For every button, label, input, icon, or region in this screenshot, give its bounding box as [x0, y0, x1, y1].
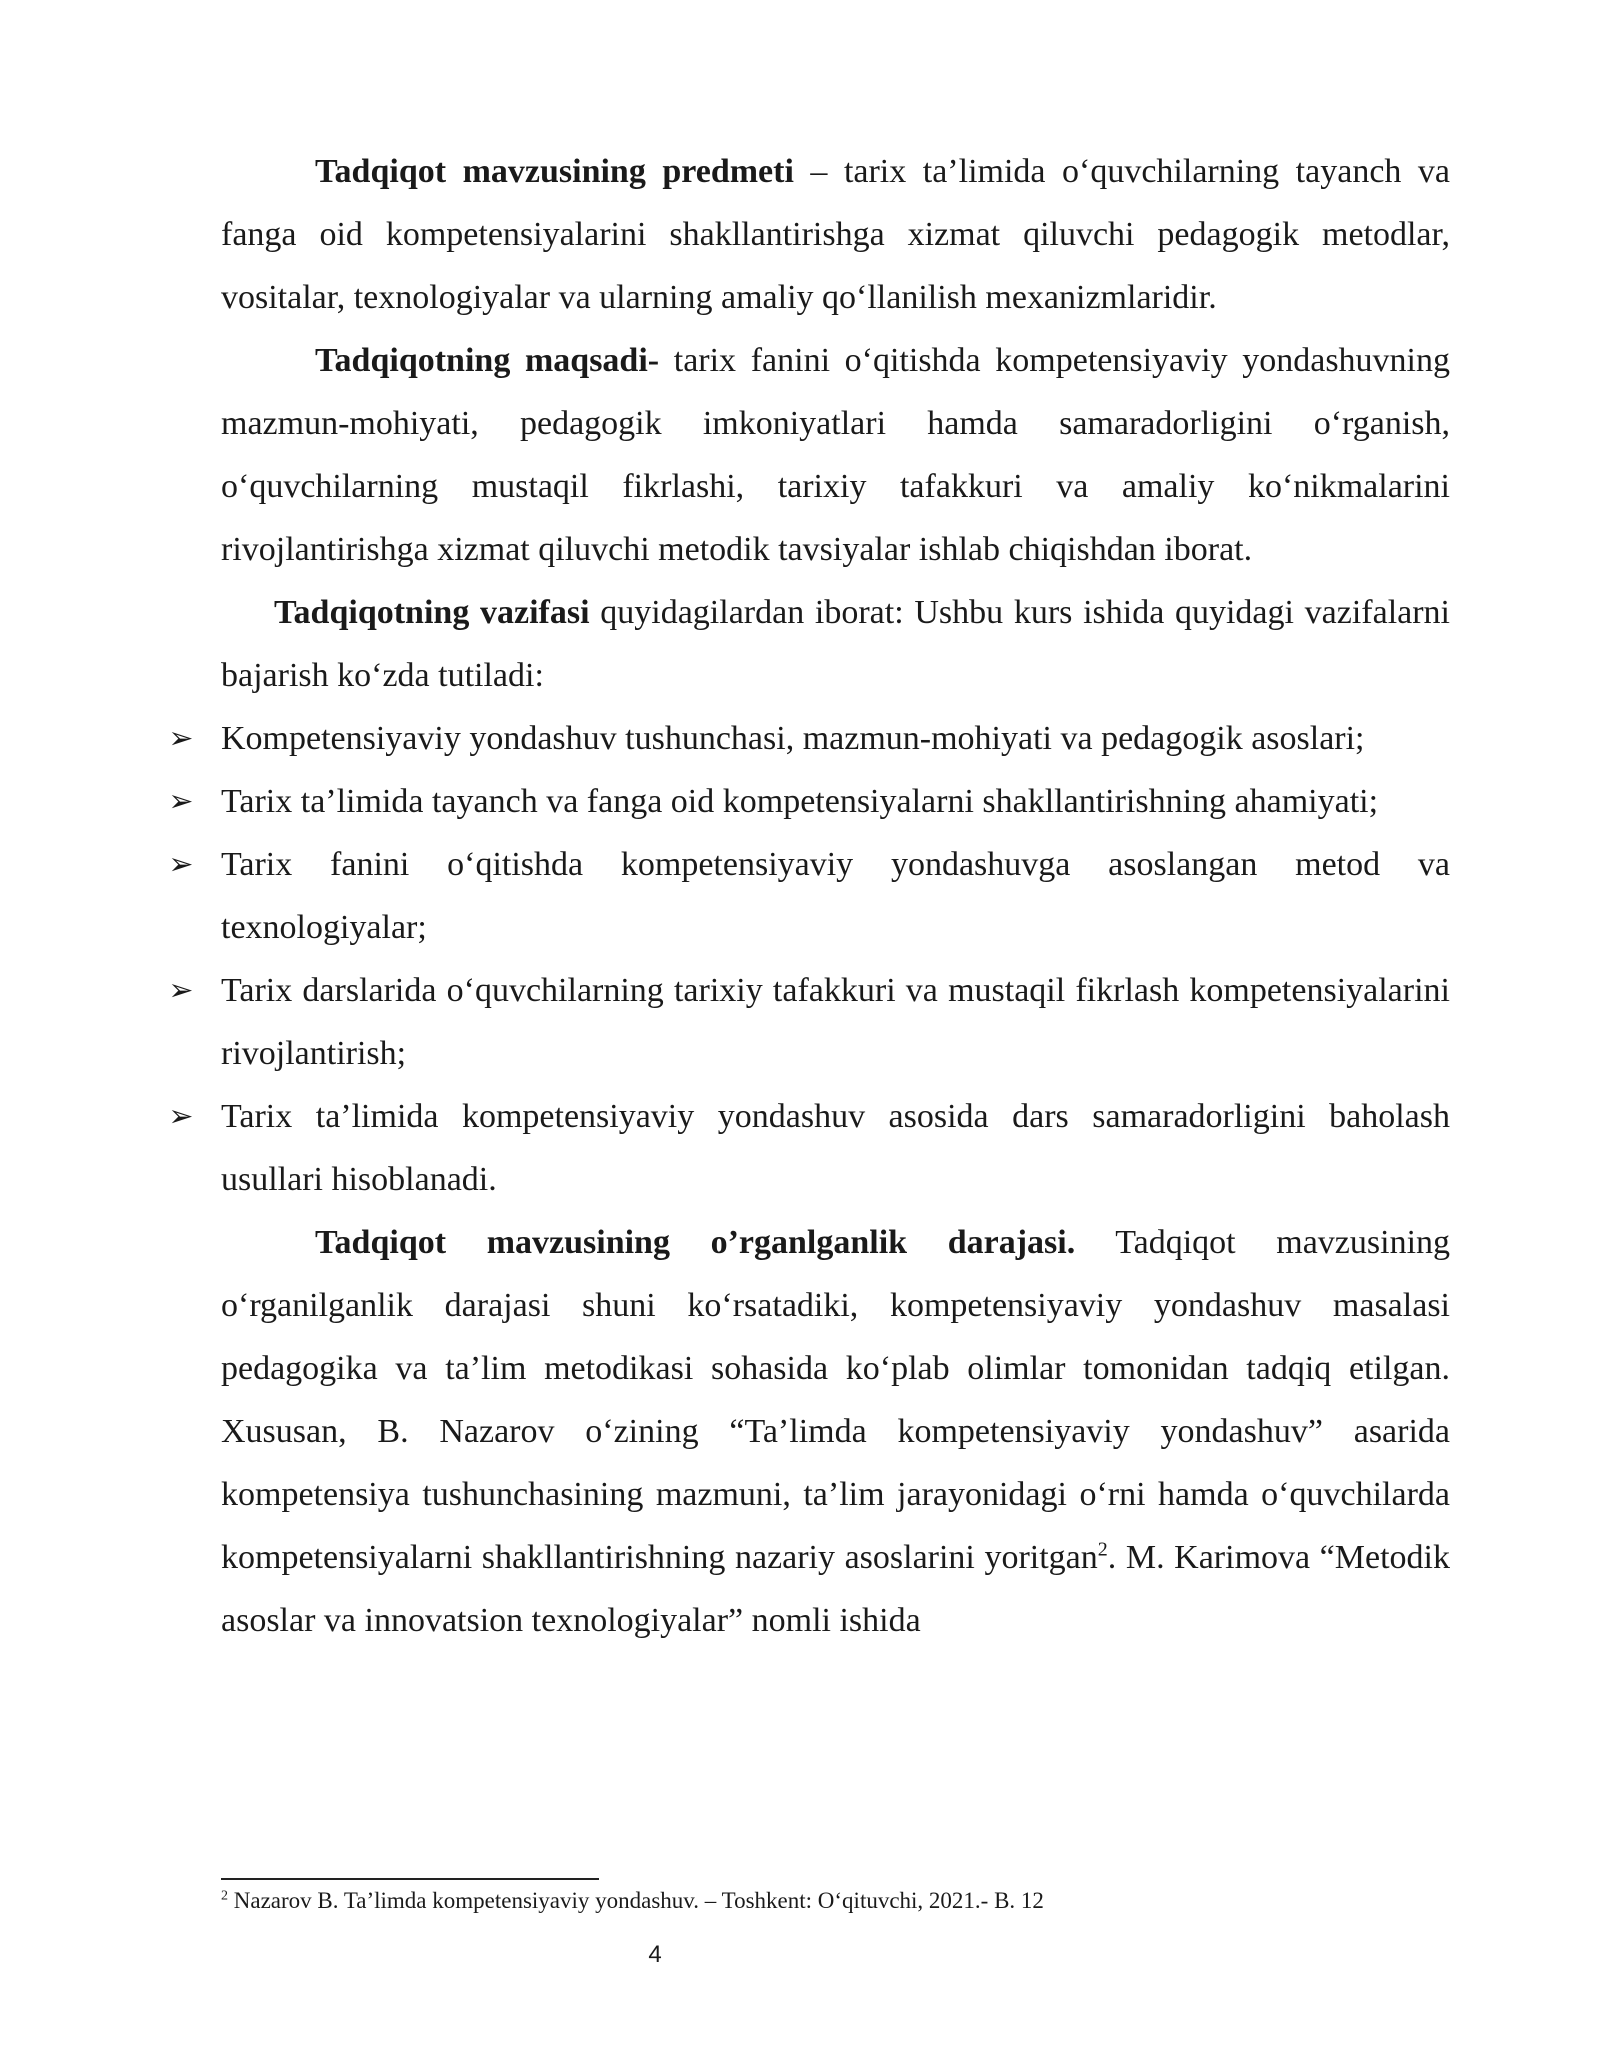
arrowhead-bullet-icon: ➢ — [168, 847, 194, 882]
paragraph-research-goal — [221, 329, 1450, 581]
footnote-number: 2 — [221, 1888, 228, 1904]
arrowhead-bullet-icon: ➢ — [168, 721, 194, 756]
list-item — [168, 1085, 1450, 1211]
task-list — [168, 707, 1450, 1211]
body-text — [168, 140, 1451, 1652]
footnote-text: Nazarov B. Ta’limda kompetensiyaviy yondashuv. – Toshkent: O‘qituvchi, 2021.- B. 12 — [228, 1888, 1044, 1913]
list-item-text: Tarix ta’limida kompetensiyaviy yondashuv asosida dars samaradorligini baholash usullari hisoblanadi. — [221, 1098, 1450, 1198]
list-item — [168, 707, 1450, 770]
heading-research-goal: Tadqiqotning maqsadi- — [315, 342, 660, 379]
text-study-level: Tadqiqot mavzusining o‘rganilganlik darajasi shuni ko‘rsatadiki, kompetensiyaviy yondashuv masalasi pedagogika va ta’lim metodikasi sohasida ko‘plab olimlar tomonidan tadqiq etilgan. Xususan, B. Nazarov o‘zining “Ta’limda kompetensiyaviy yondashuv” asarida kompetensiya tushunchasining mazmuni, ta’lim jarayonidagi o‘rni hamda o‘quvchilarda kompetensiyalarni shakllantirishning nazariy asoslarini yoritgan — [221, 1224, 1451, 1576]
list-item-text: Tarix ta’limida tayanch va fanga oid kompetensiyalarni shakllantirishning ahamiyati; — [221, 783, 1379, 820]
page-number: 4 — [648, 1941, 662, 1968]
heading-research-tasks: Tadqiqotning vazifasi — [274, 594, 590, 631]
heading-research-subject: Tadqiqot mavzusining predmeti — [315, 153, 794, 190]
list-item-text: Tarix darslarida o‘quvchilarning tarixiy tafakkuri va mustaqil fikrlash kompetensiyalarini rivojlantirish; — [221, 972, 1450, 1072]
paragraph-research-tasks — [221, 581, 1450, 707]
list-item-text: Kompetensiyaviy yondashuv tushunchasi, mazmun-mohiyati va pedagogik asoslari; — [221, 720, 1365, 757]
arrowhead-bullet-icon: ➢ — [168, 1099, 194, 1134]
text-research-subject: – tarix ta’limida o‘quvchilarning tayanch va fanga oid kompetensiyalarini shakllantirishga xizmat qiluvchi pedagogik metodlar, vositalar, texnologiyalar va ularning amaliy qo‘llanilish mexanizmlaridir. — [221, 153, 1451, 316]
list-item — [168, 770, 1450, 833]
list-item-text: Tarix fanini o‘qitishda kompetensiyaviy yondashuvga asoslangan metod va texnologiyalar; — [221, 846, 1450, 946]
text-research-tasks: quyidagilardan iborat: Ushbu kurs ishida quyidagi vazifalarni bajarish ko‘zda tutiladi: — [221, 594, 1450, 694]
text-study-level-continued: . M. Karimova “Metodik asoslar va innovatsion texnologiyalar” nomli ishida — [221, 1539, 1450, 1639]
arrowhead-bullet-icon: ➢ — [168, 973, 194, 1008]
paragraph-study-level — [221, 1211, 1450, 1652]
footnote-separator — [221, 1878, 599, 1880]
paragraph-research-subject — [221, 140, 1450, 329]
list-item — [168, 959, 1450, 1085]
text-research-goal: tarix fanini o‘qitishda kompetensiyaviy yondashuvning mazmun-mohiyati, pedagogik imkoniyatlari hamda samaradorligini o‘rganish, o‘quvchilarning mustaqil fikrlashi, tarixiy tafakkuri va amaliy ko‘nikmalarini rivojlantirishga xizmat qiluvchi metodik tavsiyalar ishlab chiqishdan iborat. — [221, 342, 1450, 568]
arrowhead-bullet-icon: ➢ — [168, 784, 194, 819]
footnote-reference[interactable]: 2 — [1097, 1538, 1108, 1561]
footnote — [221, 1886, 1450, 1916]
heading-study-level: Tadqiqot mavzusining o’rganlganlik darajasi. — [315, 1224, 1076, 1261]
list-item — [168, 833, 1450, 959]
